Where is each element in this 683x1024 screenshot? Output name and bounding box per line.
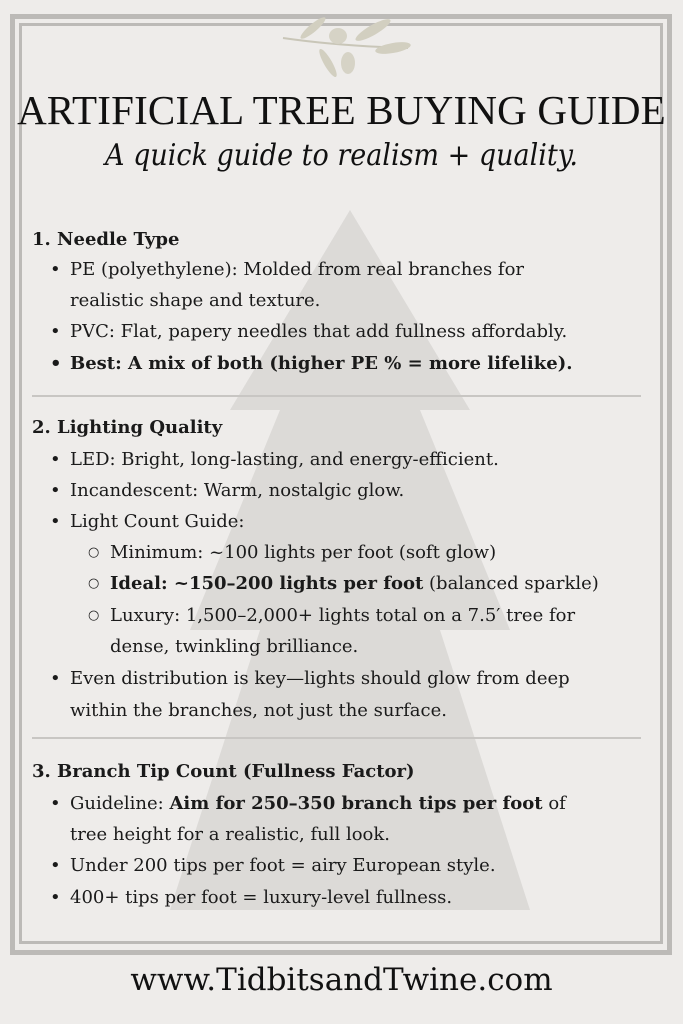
sub-list-item: ○ Luxury: 1,500–2,000+ lights total on a 7.5′ tree for — [110, 605, 575, 626]
text: of — [542, 793, 566, 814]
list-item-continuation: within the branches, not just the surface. — [70, 700, 447, 721]
divider — [32, 737, 641, 739]
bold-text: Ideal: ~150–200 lights per foot — [110, 573, 424, 594]
sub-list-item-continuation: dense, twinkling brilliance. — [110, 636, 359, 657]
list-item: • Under 200 tips per foot = airy European style. — [70, 855, 496, 876]
list-item-continuation: tree height for a realistic, full look. — [70, 824, 391, 845]
website-link[interactable]: www.TidbitsandTwine.com — [130, 962, 553, 998]
divider — [32, 395, 641, 397]
page-title: ARTIFICIAL TREE BUYING GUIDE — [17, 87, 666, 133]
list-item: • PVC: Flat, papery needles that add fullness affordably. — [70, 321, 567, 342]
list-item: • Even distribution is key—lights should glow from deep — [70, 668, 570, 689]
list-item: • 400+ tips per foot = luxury-level fullness. — [70, 887, 452, 908]
text: (balanced sparkle) — [423, 573, 599, 594]
bold-text: Aim for 250–350 branch tips per foot — [169, 793, 543, 814]
list-item — [70, 793, 566, 814]
olive-sprig-icon — [278, 8, 418, 78]
sub-list-item: ○ Minimum: ~100 lights per foot (soft glow) — [110, 542, 496, 563]
list-item: • Light Count Guide: — [70, 511, 245, 532]
list-item: • PE (polyethylene): Molded from real branches for — [70, 259, 524, 280]
list-item: • Incandescent: Warm, nostalgic glow. — [70, 480, 404, 501]
list-item: • Best: A mix of both (higher PE % = more lifelike). — [70, 353, 572, 374]
list-item: • LED: Bright, long-lasting, and energy-efficient. — [70, 449, 499, 470]
tree-watermark-icon — [170, 210, 530, 930]
section-heading: 2. Lighting Quality — [32, 417, 223, 438]
page-subtitle: A quick guide to realism + quality. — [105, 138, 578, 173]
section-heading: 1. Needle Type — [32, 229, 180, 250]
list-item-continuation: realistic shape and texture. — [70, 290, 321, 311]
text: Guideline: — [70, 793, 170, 814]
sub-list-item — [110, 573, 599, 594]
section-heading: 3. Branch Tip Count (Fullness Factor) — [32, 761, 415, 782]
